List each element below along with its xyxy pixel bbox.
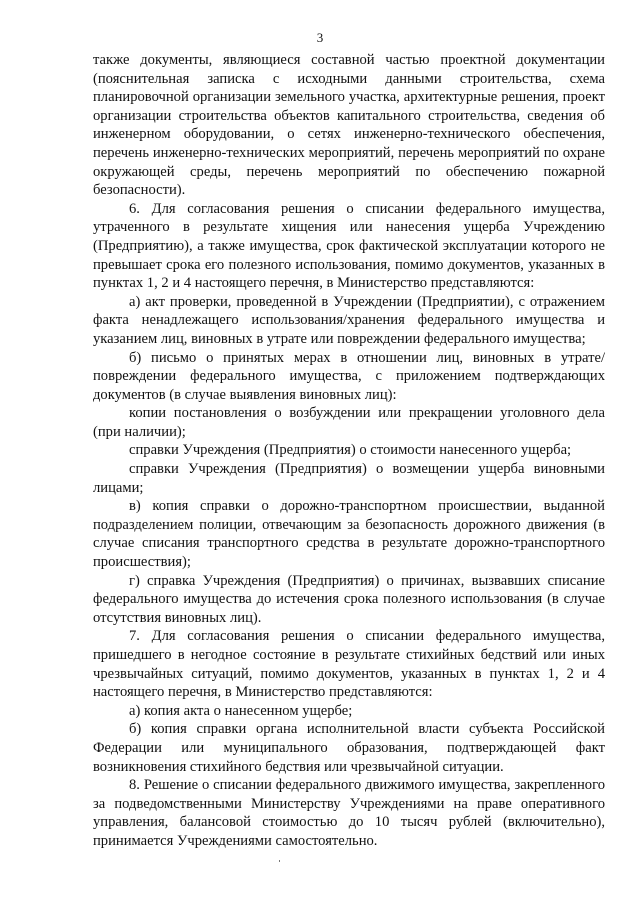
paragraph-item-7: 7. Для согласования решения о списании федерального имущества, пришедшего в негодное состояние в результате стихийных бедствий или иных чрезвычайных ситуаций, помимо документов, указанных в пунктах 1, 2 и 4 настоящего перечня, в Министерство представляются: xyxy=(93,628,605,701)
paragraph-6b-copies: копии постановления о возбуждении или прекращении уголовного дела (при наличии); xyxy=(93,405,605,440)
paragraph-6v: в) копия справки о дорожно-транспортном происшествии, выданной подразделением полиции, отвечающим за безопасность дорожного движения (в случае списания транспортного средства в результате дорожно-транспортного происшествия); xyxy=(93,498,605,571)
paragraph-continuation: также документы, являющиеся составной частью проектной документации (пояснительная записка с исходными данными строительства, схема планировочной организации земельного участка, архитектурные решения, проект организации строительства объектов капитального строительства, сведения об инженерном оборудовании, о сетях инженерно-технического обеспечения, перечень инженерно-технических мероприятий, перечень мероприятий по охране окружающей среды, перечень мероприятий по обеспечению пожарной безопасности). xyxy=(93,52,605,199)
scan-speck xyxy=(279,860,280,862)
paragraph-7b: б) копия справки органа исполнительной власти субъекта Российской Федерации или муниципального образования, подтверждающей факт возникновения стихийного бедствия или чрезвычайной ситуации. xyxy=(93,721,605,775)
paragraph-7a: а) копия акта о нанесенном ущербе; xyxy=(129,702,353,719)
document-body xyxy=(93,51,605,851)
paragraph-6g: г) справка Учреждения (Предприятия) о причинах, вызвавших списание федерального имущества до истечения срока полезного использования (в случае отсутствия виновных лиц). xyxy=(93,572,605,626)
paragraph-6b-damage-cost: справки Учреждения (Предприятия) о стоимости нанесенного ущерба; xyxy=(129,442,572,459)
page-number: 3 xyxy=(316,30,324,45)
paragraph-6b: б) письмо о принятых мерах в отношении лиц, виновных в утрате/повреждении федерального имущества, с приложением подтверждающих документов (в случае выявления виновных лиц): xyxy=(93,349,605,403)
paragraph-6b-damage-compensation: справки Учреждения (Предприятия) о возмещении ущерба виновными лицами; xyxy=(93,461,605,496)
paragraph-item-6: 6. Для согласования решения о списании федерального имущества, утраченного в результате хищения или нанесения ущерба Учреждению (Предприятию), а также имущества, срок фактической эксплуатации которого не превышает срока его полезного использования, помимо документов, указанных в пунктах 1, 2 и 4 настоящего перечня, в Министерство представляются: xyxy=(93,200,605,292)
paragraph-6a: а) акт проверки, проведенной в Учреждении (Предприятии), с отражением факта ненадлежащего использования/хранения федерального имущества и указанием лиц, виновных в утрате или повреждении федерального имущества; xyxy=(93,293,605,347)
paragraph-item-8: 8. Решение о списании федерального движимого имущества, закрепленного за подведомственными Министерству Учреждениями на праве оперативного управления, балансовой стоимостью до 10 тысяч рублей (включительно), принимается Учреждениями самостоятельно. xyxy=(93,777,605,849)
